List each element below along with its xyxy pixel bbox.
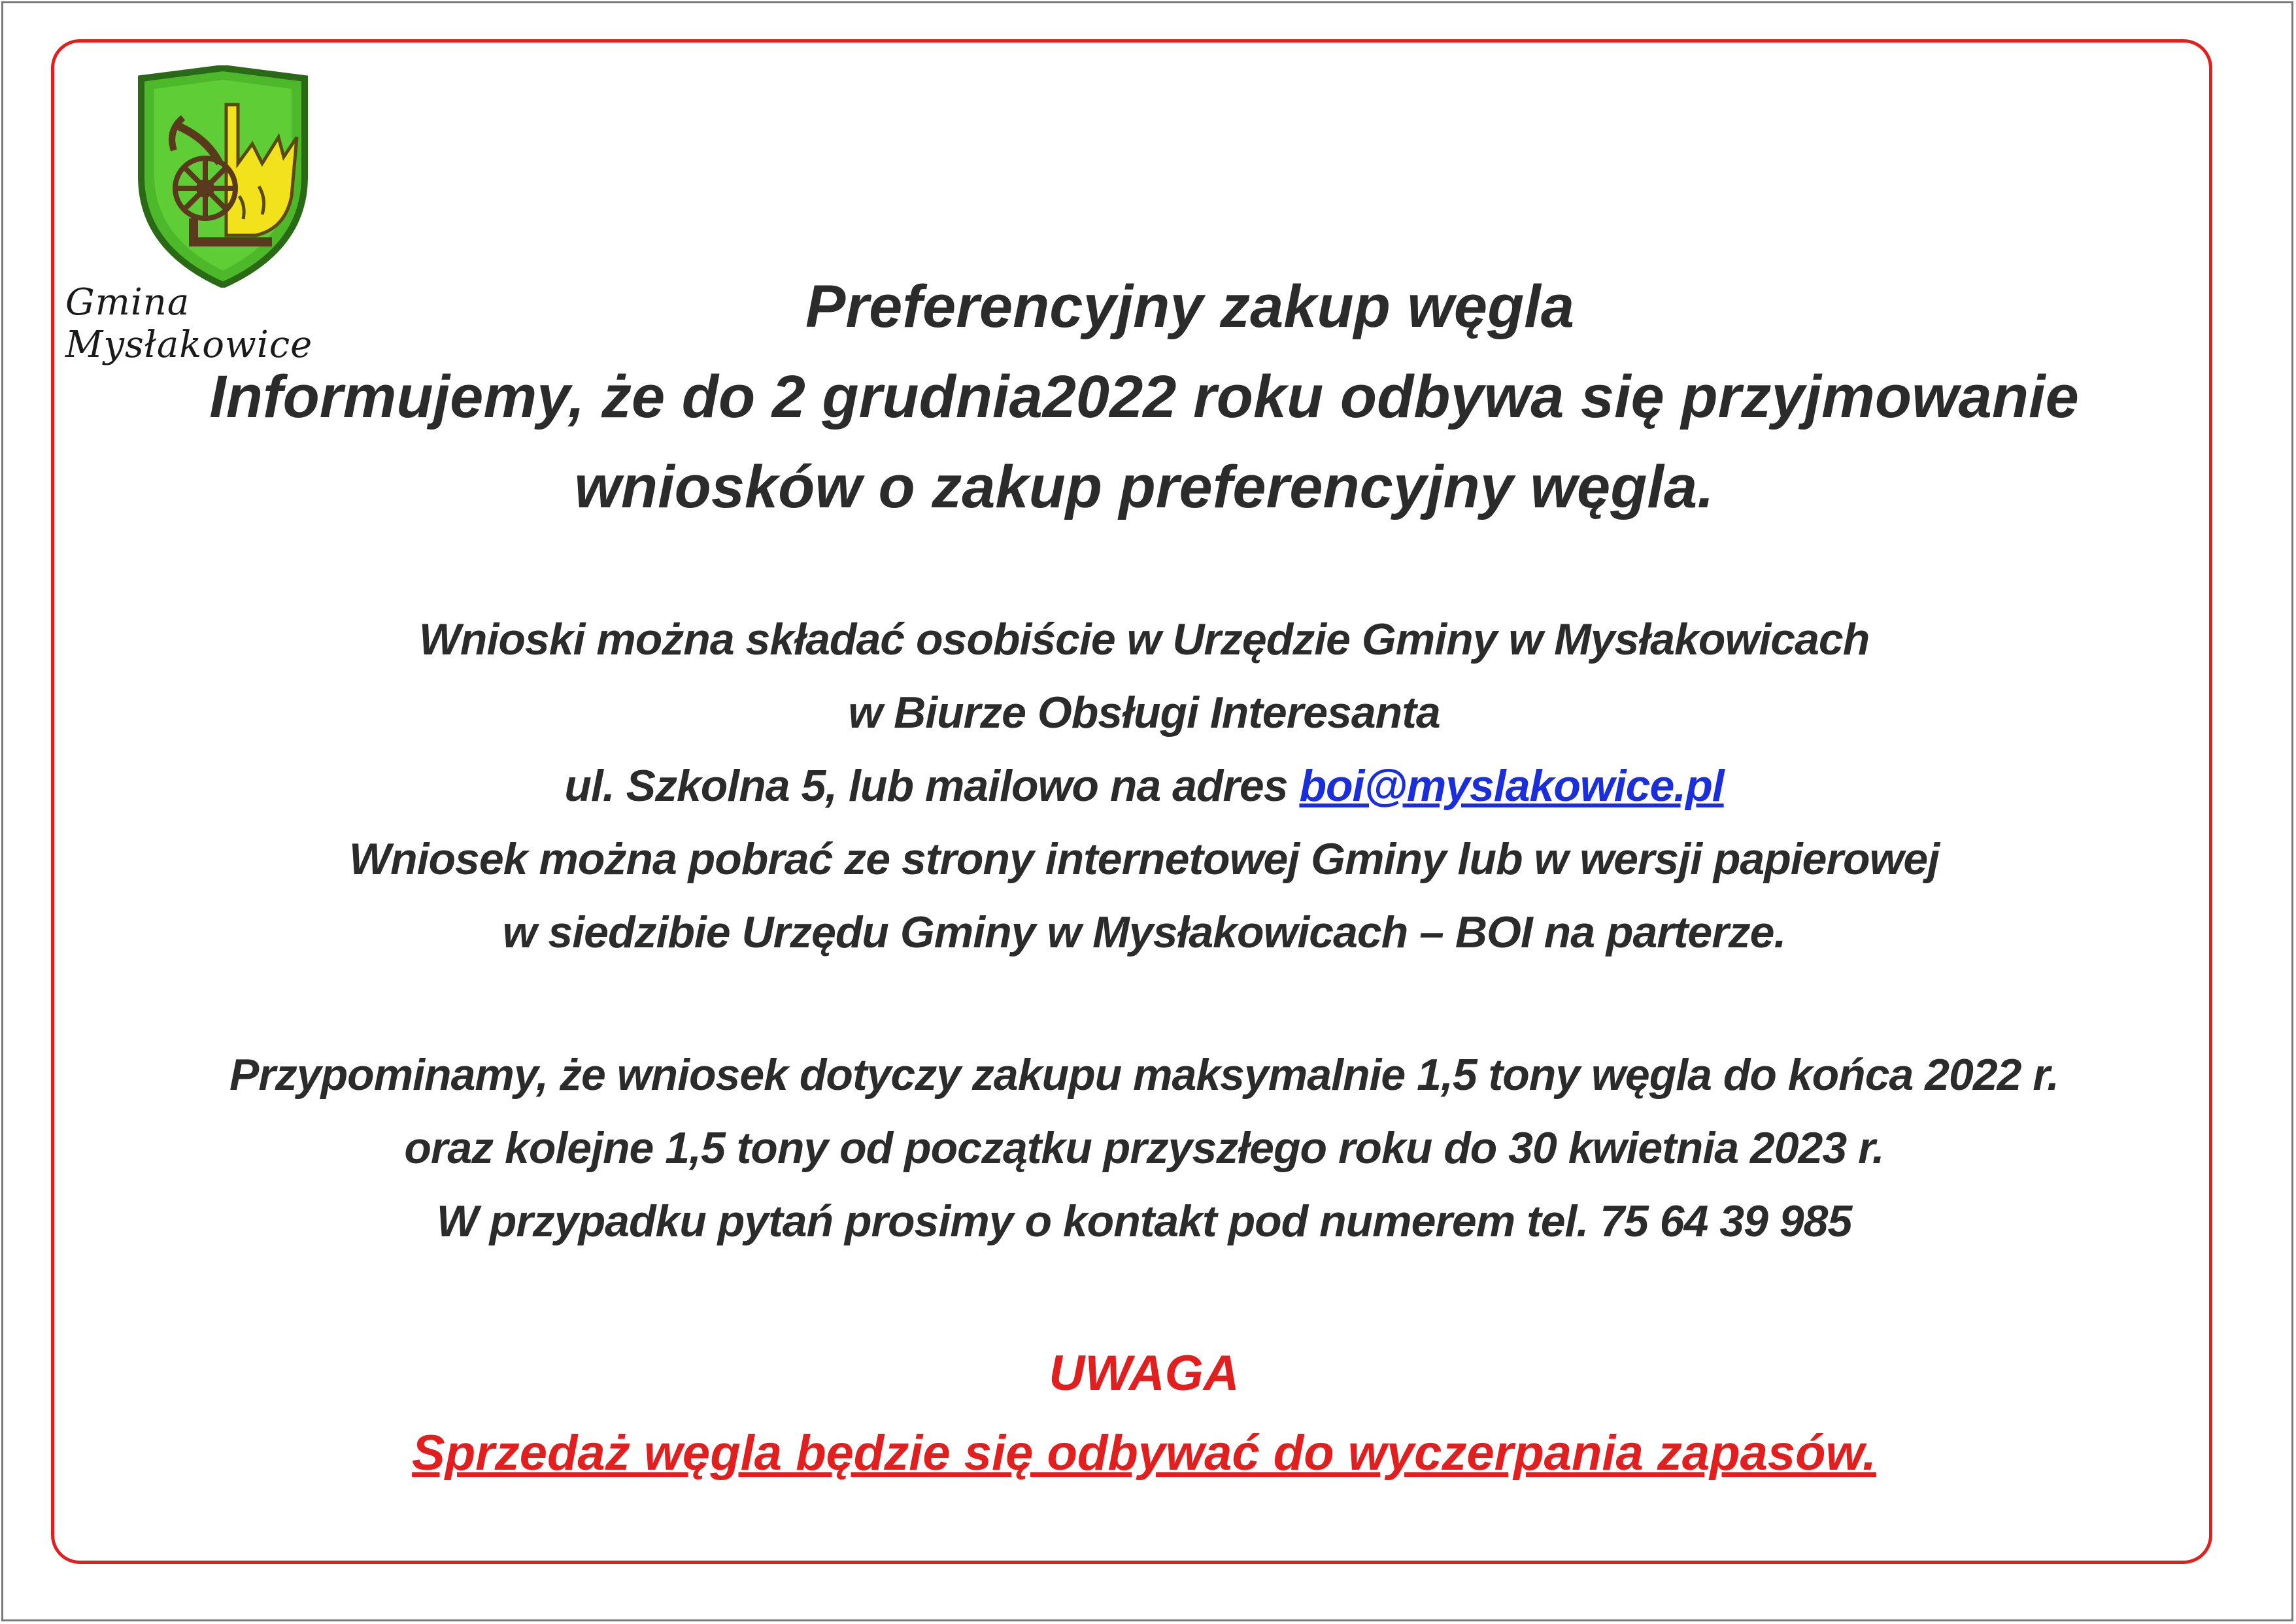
info-line-5: w siedzibie Urzędu Gminy w Mysłakowicach – BOI na parterze. — [502, 907, 1786, 957]
warning-title: UWAGA — [1049, 1345, 1240, 1401]
logo-caption: Gmina Mysłakowice — [65, 281, 313, 366]
email-link[interactable]: boi@myslakowice.pl — [1299, 761, 1724, 811]
notice-content — [78, 262, 2210, 1493]
coat-of-arms-icon — [128, 65, 318, 288]
headline-title: Preferencyjny zakup węgla — [805, 273, 1575, 340]
reminder-block — [78, 1038, 2210, 1258]
warning-text: Sprzedaż węgla będzie się odbywać do wyczerpania zapasów. — [412, 1425, 1876, 1481]
info-line-1: Wnioski można składać osobiście w Urzędzie Gminy w Mysłakowicach — [418, 615, 1870, 664]
info-line-4: Wniosek można pobrać ze strony internetowej Gminy lub w wersji papierowej — [348, 834, 1940, 884]
headline-line-3: wniosków o zakup preferencyjny węgla. — [574, 454, 1714, 520]
reminder-line-3: W przypadku pytań prosimy o kontakt pod numerem tel. 75 64 39 985 — [436, 1196, 1852, 1246]
headline-line-2: Informujemy, że do 2 grudnia2022 roku odbywa się przyjmowanie — [209, 364, 2079, 430]
info-line-2: w Biurze Obsługi Interesanta — [848, 688, 1440, 737]
info-line-3 — [78, 749, 2210, 822]
reminder-line-1: Przypominamy, że wniosek dotyczy zakupu maksymalnie 1,5 tony węgla do końca 2022 r. — [229, 1050, 2059, 1100]
warning-block — [78, 1334, 2210, 1493]
reminder-line-2: oraz kolejne 1,5 tony od początku przyszłego roku do 30 kwietnia 2023 r. — [404, 1123, 1884, 1173]
address-text: ul. Szkolna 5, lub mailowo na adres — [564, 761, 1300, 811]
info-block — [78, 603, 2210, 969]
